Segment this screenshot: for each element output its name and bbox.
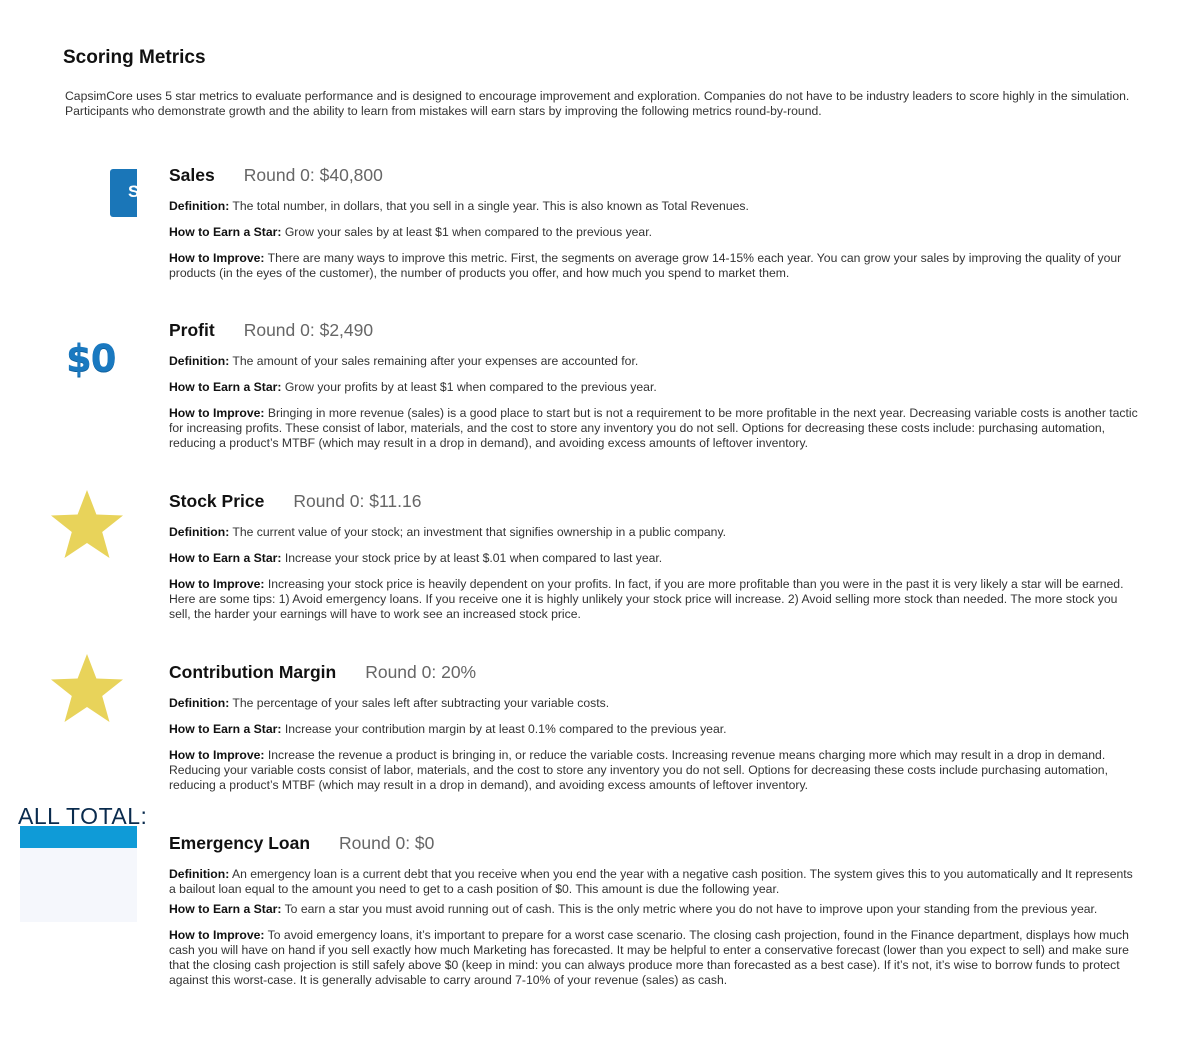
earn-text: Grow your profits by at least $1 when compared to the previous year. xyxy=(284,380,657,394)
metric-improve xyxy=(169,251,1139,281)
earn-label: How to Earn a Star: xyxy=(169,722,282,736)
metric-earn-star xyxy=(169,902,1139,917)
star-icon xyxy=(48,652,126,724)
intro-paragraph: CapsimCore uses 5 star metrics to evaluate performance and is designed to encourage improvement and exploration. Companies do not have to be industry leaders to score highly in the simulation. Participants who demonstrate growth and the ability to learn from mistakes will earn stars by improving the following metrics round-by-round. xyxy=(65,89,1130,118)
metric-name: Contribution Margin xyxy=(169,662,337,682)
metric-improve xyxy=(169,406,1139,451)
improve-text: To avoid emergency loans, it’s important to prepare for a worst case scenario. The closing cash projection, found in the Finance department, displays how much cash you will have on hand if you sell exactly how much Marketing has forecasted. It may be helpful to enter a conservative forecast (lower than you expect to sell) and make sure that the closing cash projection is still safely above $0 (keep in mind: you can always produce more than forecasted as a best case). If it’s not, it’s wise to borrow funds to protect against this worst-case. It is generally advisable to carry around 7-10% of your revenue (sales) as cash. xyxy=(169,928,1129,987)
cash-total-icon xyxy=(18,803,148,922)
metric-round-value: Round 0: $2,490 xyxy=(243,320,374,340)
star-shape xyxy=(51,490,123,558)
page-title: Scoring Metrics xyxy=(63,47,206,68)
metric-earn-star xyxy=(169,551,1139,566)
improve-label: How to Improve: xyxy=(169,406,265,420)
earn-label: How to Earn a Star: xyxy=(169,551,282,565)
metric-stock-price xyxy=(169,491,1139,622)
earn-text: To earn a star you must avoid running out of cash. This is the only metric where you do not have to improve upon your standing from the previous year. xyxy=(284,902,1098,916)
metric-header xyxy=(169,165,1139,189)
improve-label: How to Improve: xyxy=(169,928,265,942)
metric-round-value: Round 0: $11.16 xyxy=(293,491,422,511)
improve-label: How to Improve: xyxy=(169,748,265,762)
metric-round-value: Round 0: $40,800 xyxy=(243,165,383,185)
star-icon xyxy=(48,488,126,560)
definition-text: The current value of your stock; an investment that signifies ownership in a public company. xyxy=(232,525,727,539)
improve-text: There are many ways to improve this metric. First, the segments on average grow 14-15% each year. You can grow your sales by improving the quality of your products (in the eyes of the customer), the number of products you offer, and how much you spend to market them. xyxy=(169,251,1122,280)
earn-text: Grow your sales by at least $1 when compared to the previous year. xyxy=(284,225,652,239)
definition-text: The amount of your sales remaining after your expenses are accounted for. xyxy=(232,354,639,368)
metric-name: Sales xyxy=(169,165,215,185)
metric-name: Profit xyxy=(169,320,215,340)
definition-label: Definition: xyxy=(169,199,230,213)
improve-text: Increasing your stock price is heavily dependent on your profits. In fact, if you are more profitable than you were in the past it is very likely a star will be earned. Here are some tips: 1) Avoid emergency loans. If you receive one it is highly unlikely your stock price will increase. 2) Avoid selling more stock than needed. The more stock you sell, the harder your earnings will have to work see an increased stock price. xyxy=(169,577,1124,621)
earn-label: How to Earn a Star: xyxy=(169,902,282,916)
metric-header xyxy=(169,320,1139,344)
metric-name: Emergency Loan xyxy=(169,833,311,853)
earn-text: Increase your contribution margin by at least 0.1% compared to the previous year. xyxy=(284,722,727,736)
definition-text: The total number, in dollars, that you sell in a single year. This is also known as Total Revenues. xyxy=(232,199,749,213)
metric-improve xyxy=(169,577,1139,622)
metric-header xyxy=(169,833,1139,857)
improve-label: How to Improve: xyxy=(169,251,265,265)
metric-improve xyxy=(169,748,1139,793)
improve-text: Increase the revenue a product is bringing in, or reduce the variable costs. Increasing revenue means charging more which may result in a drop in demand. Reducing your variable costs consist of labor, materials, and the cost to store any inventory you do not sell. Options for decreasing these costs include purchasing automation, reducing a product’s MTBF (which may result in a drop in demand), and avoiding excess amounts of leftover inventory. xyxy=(169,748,1108,792)
metric-definition xyxy=(169,867,1139,897)
metric-earn-star xyxy=(169,225,1139,240)
metric-round-value: Round 0: $0 xyxy=(339,833,435,853)
metric-profit xyxy=(169,320,1139,451)
improve-text: Bringing in more revenue (sales) is a good place to start but is not a requirement to be more profitable in the next year. Decreasing variable costs is another tactic for increasing profits. These consist of labor, materials, and the cost to store any inventory you do not sell. Options for decreasing these costs include: purchasing automation, reducing a product’s MTBF (which may result in a drop in demand), and avoiding excess amounts of leftover inventory. xyxy=(169,406,1138,450)
earn-label: How to Earn a Star: xyxy=(169,380,282,394)
metric-definition xyxy=(169,354,1139,369)
metric-definition xyxy=(169,696,1139,711)
improve-label: How to Improve: xyxy=(169,577,265,591)
definition-text: The percentage of your sales left after subtracting your variable costs. xyxy=(232,696,610,710)
metric-earn-star xyxy=(169,722,1139,737)
metric-definition xyxy=(169,199,1139,214)
dollar-zero-icon: $0 xyxy=(66,337,116,380)
sales-icon-glyph: S xyxy=(128,182,140,201)
star-shape xyxy=(51,654,123,722)
metric-header xyxy=(169,491,1139,515)
definition-label: Definition: xyxy=(169,696,230,710)
metric-name: Stock Price xyxy=(169,491,265,511)
definition-label: Definition: xyxy=(169,867,230,881)
earn-label: How to Earn a Star: xyxy=(169,225,282,239)
metric-round-value: Round 0: 20% xyxy=(365,662,477,682)
definition-label: Definition: xyxy=(169,525,230,539)
definition-label: Definition: xyxy=(169,354,230,368)
metric-emergency-loan xyxy=(169,833,1139,988)
metric-contribution-margin xyxy=(169,662,1139,793)
metric-sales xyxy=(169,165,1139,281)
metric-improve xyxy=(169,928,1139,988)
metric-definition xyxy=(169,525,1139,540)
metric-header xyxy=(169,662,1139,686)
cash-total-label: ALL TOTAL: xyxy=(18,803,148,829)
sales-icon xyxy=(110,169,140,217)
metric-earn-star xyxy=(169,380,1139,395)
earn-text: Increase your stock price by at least $.01 when compared to last year. xyxy=(284,551,663,565)
definition-text: An emergency loan is a current debt that you receive when you end the year with a negative cash position. The system gives this to you automatically and It represents a bailout loan equal to the amount you need to get to a cash position of $0. This amount is due the following year. xyxy=(169,867,1133,896)
